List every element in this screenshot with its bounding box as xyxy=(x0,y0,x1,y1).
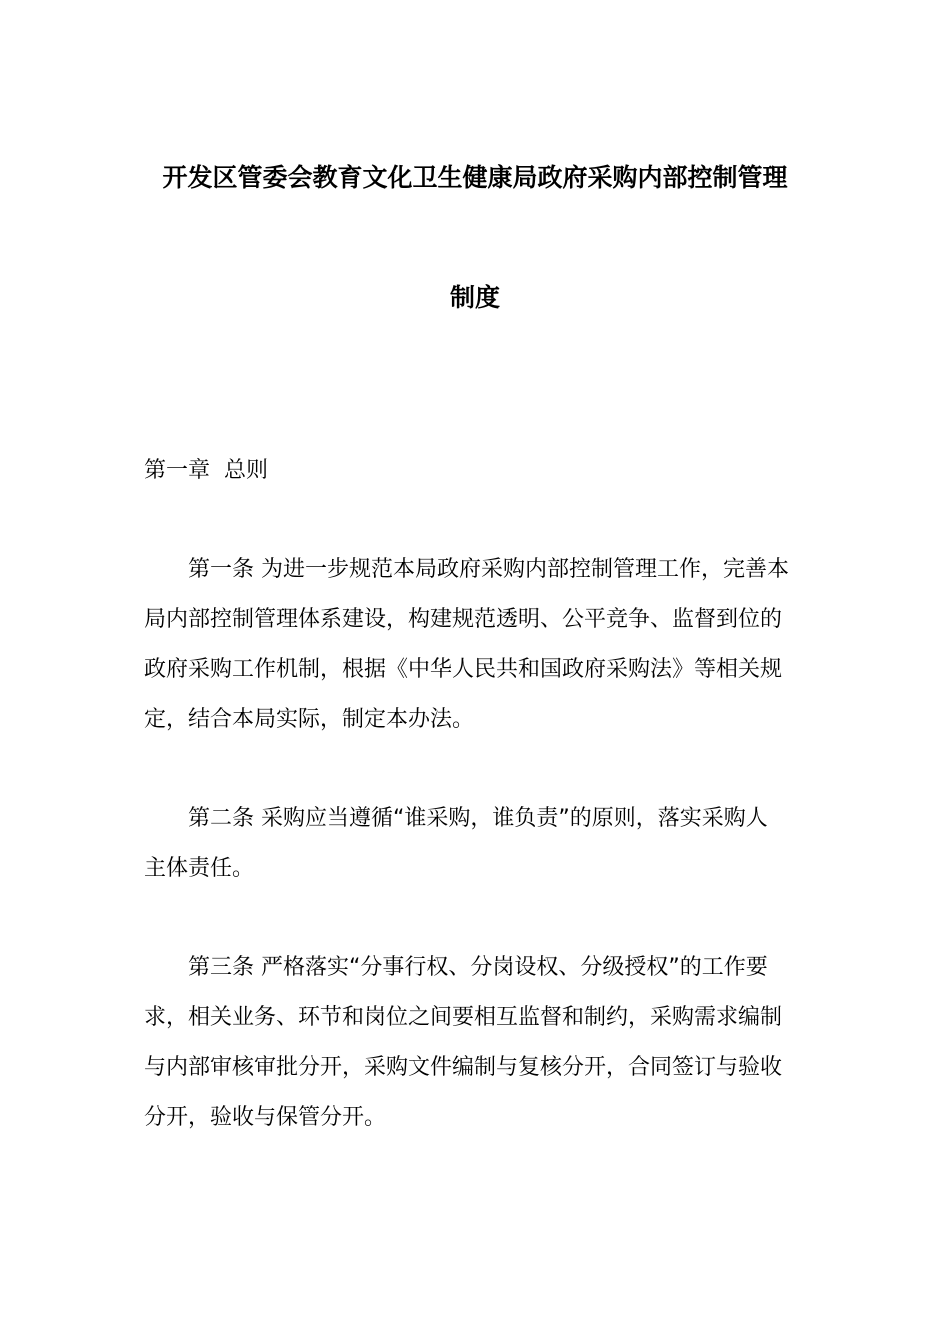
document-title-line-1: 开发区管委会教育文化卫生健康局政府采购内部控制管理 xyxy=(162,163,788,192)
article-3-line-1: 第三条 严格落实“分事行权、分岗设权、分级授权”的工作要 xyxy=(188,955,768,980)
article-1-line-4: 定，结合本局实际，制定本办法。 xyxy=(144,707,475,732)
article-2 xyxy=(144,794,806,894)
article-2-line-1: 第二条 采购应当遵循“谁采购，谁负责”的原则，落实采购人 xyxy=(188,806,768,831)
article-3-line-3: 与内部审核审批分开，采购文件编制与复核分开，合同签订与验收 xyxy=(144,1055,783,1080)
article-1-line-1: 第一条 为进一步规范本局政府采购内部控制管理工作，完善本 xyxy=(188,557,789,582)
article-1-line-2: 局内部控制管理体系建设，构建规范透明、公平竞争、监督到位的 xyxy=(144,607,783,632)
article-1-line-3: 政府采购工作机制，根据《中华人民共和国政府采购法》等相关规 xyxy=(144,657,783,682)
article-2-line-2: 主体责任。 xyxy=(144,856,255,881)
article-3 xyxy=(144,943,806,1143)
article-3-line-4: 分开，验收与保管分开。 xyxy=(144,1105,387,1130)
chapter-heading: 第一章 总则 xyxy=(144,458,268,483)
document-title-line-2: 制度 xyxy=(449,283,500,312)
article-1 xyxy=(144,545,806,745)
article-3-line-2: 求，相关业务、环节和岗位之间要相互监督和制约，采购需求编制 xyxy=(144,1005,783,1030)
